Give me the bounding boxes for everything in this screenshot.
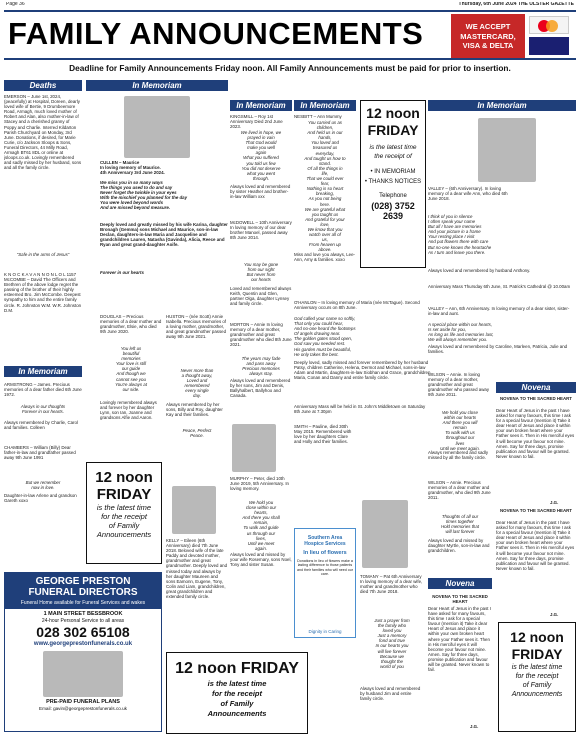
armstrong-verse: Always in our thoughts Forever in our hearts. xyxy=(20,404,66,415)
novena3-signature: J.G. xyxy=(550,612,559,617)
preston-website: www.georgeprestonfunerals.co.uk xyxy=(33,641,133,647)
preston-plans: PRE-PAID FUNERAL PLANS xyxy=(46,699,120,705)
receipt-text-3: is the latest time the receipt of xyxy=(369,144,417,160)
in-memoriam-header-4: In Memoriam xyxy=(294,100,356,111)
cullen-verse: We miss you in so many ways The things you used to do and say Never forget the twinkle in your eyes With the mischief you planned for the day You were loved beyond words And are missed beyond measure. xyxy=(100,180,188,211)
receipt-text: is the latest time for the receipt of Family Announcements xyxy=(96,503,152,539)
hospice-footer: Dignity in Caring xyxy=(308,629,342,634)
noon-friday-box-1 xyxy=(86,462,162,564)
noon-friday-box-4 xyxy=(498,622,576,732)
preston-name: GEORGE PRESTON FUNERAL DIRECTORS xyxy=(28,576,138,598)
novena-header-2: Novena xyxy=(496,382,576,393)
cullen-footer: Forever in our hearts xyxy=(100,270,144,275)
preston-address: 1 MAIN STREET BESSBROOK xyxy=(43,611,123,617)
kelly-photo xyxy=(172,486,216,534)
receipt-text-2: is the latest time for the receipt of Family Announcements xyxy=(207,679,267,718)
telephone-number: (028) 3752 2639 xyxy=(371,201,415,221)
hospice-title: Southern Area Hospice Services xyxy=(304,535,346,547)
in-memoriam-header-3: In Memoriam xyxy=(230,100,292,111)
preston-phone: 028 302 65108 xyxy=(36,624,130,640)
nesbitt-signature: Miss and love you always, Lee-Ann, Amy & families. xoxo xyxy=(294,252,356,263)
wilson2-verse: Thoughts of all our times together Hold memories that will last forever xyxy=(440,514,480,535)
cullen-signature: Deeply loved and greatly missed by his wife Karina, daughter Bronagh (Gemma) sons Michael and Maurice, son-in-law Declan, daughters-in-law Maria and Jacqueline and grandchildren Lauren, Natasha (Gavinda), Alicia, Reece and Ryan and great grand-daughter Aoife. xyxy=(100,222,228,248)
telephone-label: Telephone xyxy=(379,193,407,199)
nesbitt-heading: NESBITT – Ann Mummy xyxy=(294,114,342,119)
murphy-photo xyxy=(232,424,276,472)
deadline-line: Deadline for Family Announcements Friday noon. All Family Announcements must be paid for prior to insertion. xyxy=(69,63,511,73)
ohanlon-verse: God called your name so softly, That only you could hear, And no-one heard the footsteps Of angels drawing near. The golden gates stood open, God saw you needed rest. His garden must be beautiful, He only takes the best. xyxy=(294,316,356,357)
noon-label-4: 12 noon xyxy=(510,629,564,645)
banner-title: FAMILY ANNOUNCEMENTS xyxy=(8,16,424,51)
valley1-mass: Anniversary Mass Thursday 6th June, St. Patrick's Cathedral @ 10.00am xyxy=(428,284,571,289)
murphy-verse: We hold you close within our hearts, And there you shall remain, To walk and guide us through our lives, Until we meet again. xyxy=(242,500,280,551)
chambers-notice: CHAMBERS – William (Billy) Dear father-in-law and grandfather passed away 9th June 1991 xyxy=(4,445,76,461)
douglas-heading: DOUGLAS – Precious memories of a dear mother and grandmother, Elsie, who died 9th June 2020. xyxy=(100,314,162,335)
in-memoriam-header-1: In Memoriam xyxy=(4,366,82,377)
kingsmill-signature: Always loved and remembered by sister Heather and brother-in-law William xxx xyxy=(230,184,291,200)
valley1-verse: I think of you in silence I often speak your name But all I have are memories And your picture in a frame Your resting place I visit And put flowers there with care But no-one knows the heartache As I turn and leave you there. xyxy=(428,214,492,255)
preston-building-photo xyxy=(43,651,123,697)
noon-friday-label: 12 noon FRIDAY xyxy=(175,660,299,677)
preston-funeral-ad xyxy=(4,572,162,732)
valley2-signature: Always loved and remembered by Caroline, Marleen, Patricia, Julie and families. xyxy=(428,344,568,355)
novena2-title: NOVENA TO THE SACRED HEART xyxy=(500,396,572,401)
emerson-verse: “Safe in the arms of Jesus” xyxy=(16,252,70,257)
noon-label-3: 12 noon xyxy=(366,105,420,121)
douglas-verse: You left us beautiful memories Your love is still our guide And though we cannot see you You're always at our side. xyxy=(115,346,147,392)
knockavannon-notice: K N O C K A V A N N O N L O L 1157 McCOMBE – David The Officers and Brethren of the above lodge regret the passing of the brother of their highly esteemed Bro. Jim McCombe. Deepest sympathy to him and the entire family circle. R. Johnston W.M. W.R. Johnston D.M. xyxy=(4,272,82,313)
novena1-signature: J.G. xyxy=(470,724,479,729)
mcdowell-signature: Loved and remembered always Keith, Quentin and Glen, partner Olga, daughter Lynsey and family circle. xyxy=(230,286,292,307)
novena2-body: Dear Heart of Jesus in the past I have asked for many favours, this time I ask for a special favour (mention it) Take it dear Heart of Jesus and place it within your own broken heart where your Father sees it. Then in His merciful eyes it will become your favour not mine. Amen. Say for three days, promise publication and favour will be granted. Never known to fail. xyxy=(496,408,575,459)
wilson2-signature: Always loved and missed by daughter Myrtle, son-in-law and grandchildren. xyxy=(428,538,490,554)
novena1-body: Dear Heart of Jesus in the past I have asked for many favours, this time I ask for a special favour (mention it) Take it dear Heart of Jesus and place it within your own broken heart where your Father sees it. Then in His merciful eyes it will become your favour not mine. Amen. Say for three days, promise publication and favour will be granted. Never known to fail. xyxy=(428,606,491,673)
mastercard-icon xyxy=(529,16,569,34)
preston-sub: Funeral Home available for Funeral Services and wakes xyxy=(20,600,146,606)
murphy-signature: Always loved and missed by your wife Rosemary, sons Noel, Tony and sister Susan. xyxy=(230,552,292,568)
wilson1-heading: WILSON – Annie. In loving memory of a dear mother, grandmother and great grandmother who passed away 9th June 2011. xyxy=(428,372,490,398)
chambers-verse: But we remember now in love. xyxy=(25,480,61,491)
friday-label-3: FRIDAY xyxy=(367,122,419,138)
novena1-title: NOVENA TO THE SACRED HEART xyxy=(432,594,488,605)
tomany-verse: Just a prayer from the family who loved you Just a memory fond and true In our hearts you will live forever Because we thought the world of you xyxy=(374,618,410,669)
tomany-signature: Always loved and remembered by husband Jim and entire family circle. xyxy=(360,686,421,702)
mcdowell-heading: McDOWELL – 10th Anniversary In loving memory of our dear brother Manoel, passed away 8th June 2014. xyxy=(230,220,292,241)
tomany-photo xyxy=(362,500,408,568)
kingsmill-heading: KINGSMILL – Roy 1st Anniversary Died 2nd June 2023. xyxy=(230,114,283,130)
hospice-sub: In lieu of flowers xyxy=(303,550,347,556)
friday-label-4: FRIDAY xyxy=(511,646,563,662)
smith-notice: SMITH – Pauline, died 30th May 2015. Remembered with love by her daughters Clare and Holly and their families. xyxy=(294,424,352,445)
valley2-heading: VALLEY – Ann, 6th Anniversary. In loving memory of a dear sister, sister-in-law and aunt. xyxy=(428,306,570,317)
notice-types: • IN MEMORIAM • THANKS NOTICES xyxy=(364,169,422,185)
wilson1-signature: Always remembered and sadly missed by all the family circle. xyxy=(428,450,489,461)
date-line: Thursday, 6th June 2024 THE ULSTER GAZETTE xyxy=(458,2,574,7)
mcdowell-verse: You may be gone from our sight But never from our hearts xyxy=(243,262,279,283)
deaths-header: Deaths xyxy=(4,80,82,91)
huston-heading: HUSTON – (née Scott) Annie Isabella. Precious memories of a loving mother, grandmother, and great grandmother passed away 9th June 2021. xyxy=(166,314,227,340)
novena2-signature: J.G. xyxy=(550,500,559,505)
kelly-notice: KELLY – Eileen (6th Anniversary) died 7th June 2018. Beloved wife of the late Paddy and devoted mother, grandmother and great grandmother. Deeply loved and missed today and always by her daughter Maureen and sons Eamonn, Eugene, Tony, Colin and Liam, grandchildren, great grandchildren and extended family circle. xyxy=(166,538,228,600)
in-memoriam-header-2: In Memoriam xyxy=(86,80,228,91)
preston-hours: 24-hour Personal Service to all areas xyxy=(41,618,125,624)
novena3-body: Dear Heart of Jesus in the past I have asked for many favours, this time I ask for a special favour (mention it) Take it dear Heart of Jesus and place it within your own broken heart where your Father sees it. Then in His merciful eyes it will become your favour not mine. Amen. Say for three days, promise publication and favour will be granted. Never known to fail. xyxy=(496,520,575,571)
douglas-signature: Lovingly remembered always and forever by her daughter Lynn, son Ian, Joanne and grandsons Alfie and Aaron. xyxy=(100,400,157,421)
card-logos xyxy=(529,16,571,56)
emerson-notice: EMERSON – June 1st, 2024, (peacefully) at Hospital, Doreen, dearly loved wife of Bertie, 9 Drumbeemore Road, Armagh, much loved mother of Robert and Alan, also mother-in-law of Stacey and a cherished granny of Poppy and Charlie. Interred Kildarton Parish Churchyard on Monday, 3rd June. Donations, if desired, for Marie Curie, c/o Jackson Sloops & Sons, Funeral Directors, 44 Milly Road, Armagh BT61 8DL or online at jsloops.co.uk. Lovingly remembered and sadly missed by her husband, sons and all the family circle. xyxy=(4,94,82,171)
armstrong-signature: Always remembered by Charlie, Carol and families. Colleen xyxy=(4,420,78,431)
valley1-signature: Always loved and remembered by husband Anthony. xyxy=(428,268,531,273)
ohanlon-mass: Anniversary Mass will be held in St. John's Middletown on Saturday 8th June at 7.30pm xyxy=(294,404,426,415)
in-memoriam-header-5: In Memoriam xyxy=(428,100,576,111)
huston-footer: Peace, Perfect Peace. xyxy=(182,428,212,439)
armstrong-notice: ARMSTRONG – James. Precious memories of a dear father died 6th June 1972. xyxy=(4,382,82,398)
receipt-text-4: is the latest time for the receipt of Family Announcements xyxy=(511,664,563,698)
preston-email: Email: gavin@georgeprestonfunerals.co.uk xyxy=(39,706,127,711)
valley2-verse: A special place within our hearts, Is set aside for you, As long as life and memories last, We will always remember you. xyxy=(428,322,494,343)
tomany-heading: TOMANY – Pat 6th Anniversary In loving memory of a dear wife, mother and grandmother who died 7th June 2018. xyxy=(360,574,423,595)
valley1-heading: VALLEY – (6th Anniversary). In loving memory of a dear wife Ann, who died 6th June 2018. xyxy=(428,186,508,202)
noon-label: 12 noon xyxy=(95,469,153,486)
noon-friday-box-3 xyxy=(360,100,426,268)
morton-signature: Always loved and remembered by her sons, Jim and Denis, Ballyhalbert, Ballyhoo and Canada. xyxy=(230,378,291,399)
morton-heading: MORTON – Annie In loving memory of a dear mother, grandmother and great grandmother who died 8th June 2021. xyxy=(230,322,292,348)
page-number: Page 36 xyxy=(6,2,25,7)
chambers-signature: Daughter-in-law Arlene and grandson Gareth xoxo xyxy=(4,493,77,504)
novena-header-1: Novena xyxy=(428,578,492,589)
friday-label: FRIDAY xyxy=(96,486,152,503)
kingsmill-verse: We lived in hope, we prayed in vain That God would make you well again What you suffered you told us few You did not deserve what you went through. xyxy=(240,130,282,181)
cullen-photo xyxy=(124,96,190,158)
novena3-title: NOVENA TO THE SACRED HEART xyxy=(500,508,572,513)
ohanlon-heading: O'HANLON – In loving memory of Maria (née McTague). Second Anniversary occurs on 8th June. xyxy=(294,300,420,311)
valley-photo xyxy=(478,118,536,182)
nesbitt-verse: You carried us as children, And held us in our hands, You loved and treasured us everyday, And taught us how to stand. Of all the things in life, That we could ever fear, Nothing is so heart breaking, As you not being here. We are grateful what you taught us And grateful for your love, We know that you watch over all of us, From heaven up above. xyxy=(304,120,346,253)
cards-accepted: WE ACCEPT MASTERCARD, VISA & DELTA xyxy=(451,14,525,58)
wilson1-verse: We hold you close within our hearts And there you will remain To walk with us throughout our lives Until we meet again. xyxy=(440,410,480,451)
noon-friday-box-2 xyxy=(166,652,308,734)
morton-verse: The years may fade and pass away Precious memories always stay. xyxy=(241,356,281,377)
wilson2-heading: WILSON – Annie. Precious memories of a dear mother and grandmother, who died 9th June 2011. xyxy=(428,480,491,501)
ohanlon-signature: Deeply loved, sadly missed and forever remembered by her husband Patsy, children Catherine, Helena, Dermot and Michael, sons-in-law Adam and Martin, daughters-in-law Siobhan and Grace, grandchildren Maria, Conan and Danny and entire family circle. xyxy=(294,360,431,381)
huston-signature: Always remembered by her sons, Billy and Roy, daughter Kay and their families. xyxy=(166,402,223,418)
hospice-ad xyxy=(294,528,356,638)
murphy-heading: MURPHY – Peter, died 10th June 2019, 5th Anniversary. In loving memory. xyxy=(230,476,289,492)
huston-verse: Never more than a thought away, Loved and remembered every single day. xyxy=(180,368,214,399)
hospice-body: Donations in lieu of flowers make a lasting difference to those patients and their families who will need our care. xyxy=(297,559,353,577)
visa-icon xyxy=(529,37,569,55)
cullen-heading: CULLEN – Maurice In loving memory of Maurice. 4th Anniversary 3rd June 2024. xyxy=(100,160,165,176)
